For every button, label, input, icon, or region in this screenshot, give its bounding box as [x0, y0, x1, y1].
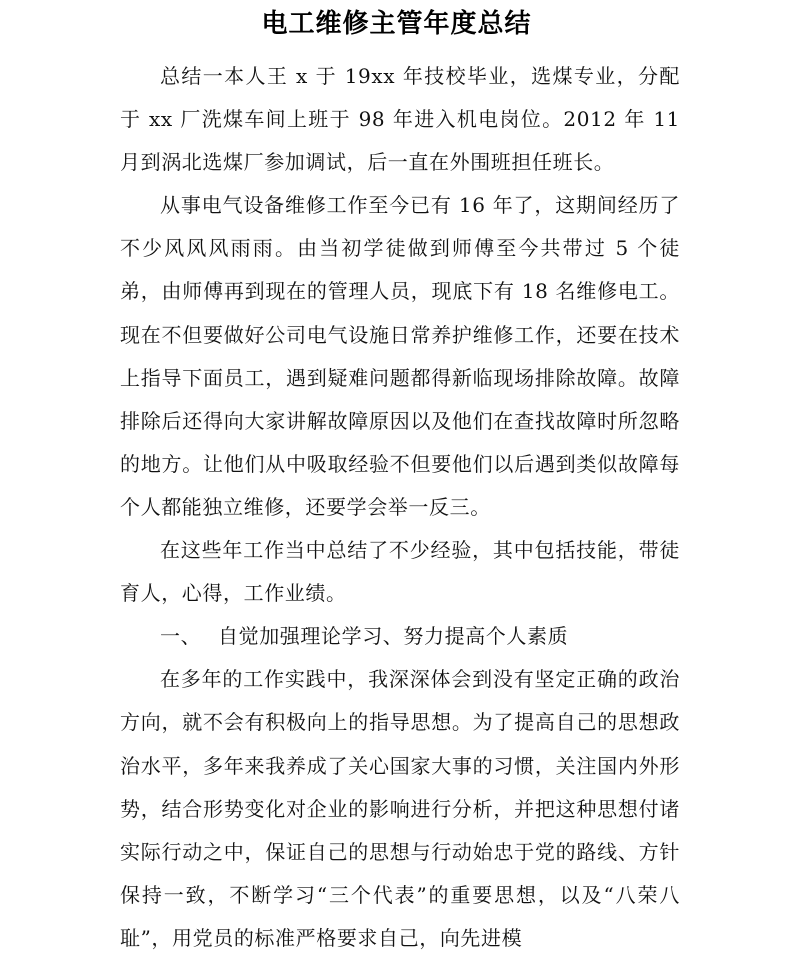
paragraph-section1: 在多年的工作实践中，我深深体会到没有坚定正确的政治方向，就不会有积极向上的指导思想。为了提高自己的思想政治水平，多年来我养成了关心国家大事的习惯，关注国内外形势，结合形势变化对企业的影响进行分析，并把这种思想付诸实际行动之中，保证自己的思想与行动始忠于党的路线、方针保持一致，不断学习“三个代表”的重要思想，以及“八荣八耻”，用党员的标准严格要求自己，向先进模 — [120, 667, 680, 950]
paragraph-intro: 总结一本人王 x 于 19xx 年技校毕业，选煤专业，分配于 xx 厂洗煤车间上班于 98 年进入机电岗位。2012 年 11 月到涡北选煤厂参加调试，后一直在外围班担任班长。 — [120, 64, 680, 175]
section-number: 一、 — [160, 624, 202, 649]
paragraph-experience: 从事电气设备维修工作至今已有 16 年了，这期间经历了不少风风风雨雨。由当初学徒做到师傅至今共带过 5 个徒弟，由师傅再到现在的管理人员，现底下有 18 名维修电工。现在不但要做好公司电气设施日常养护维修工作，还要在技术上指导下面员工，遇到疑难问题都得新临现场排除故障。故障排除后还得向大家讲解故障原因以及他们在查找故障时所忽略的地方。让他们从中吸取经验不但要他们以后遇到类似故障每个人都能独立维修，还要学会举一反三。 — [120, 193, 680, 519]
section-heading — [120, 615, 680, 658]
document-title: 电工维修主管年度总结 — [261, 9, 532, 39]
paragraph-summary: 在这些年工作当中总结了不少经验，其中包括技能，带徒育人，心得，工作业绩。 — [120, 538, 680, 606]
document-body — [120, 55, 680, 960]
section-heading-text: 自觉加强理论学习、努力提高个人素质 — [218, 624, 569, 649]
